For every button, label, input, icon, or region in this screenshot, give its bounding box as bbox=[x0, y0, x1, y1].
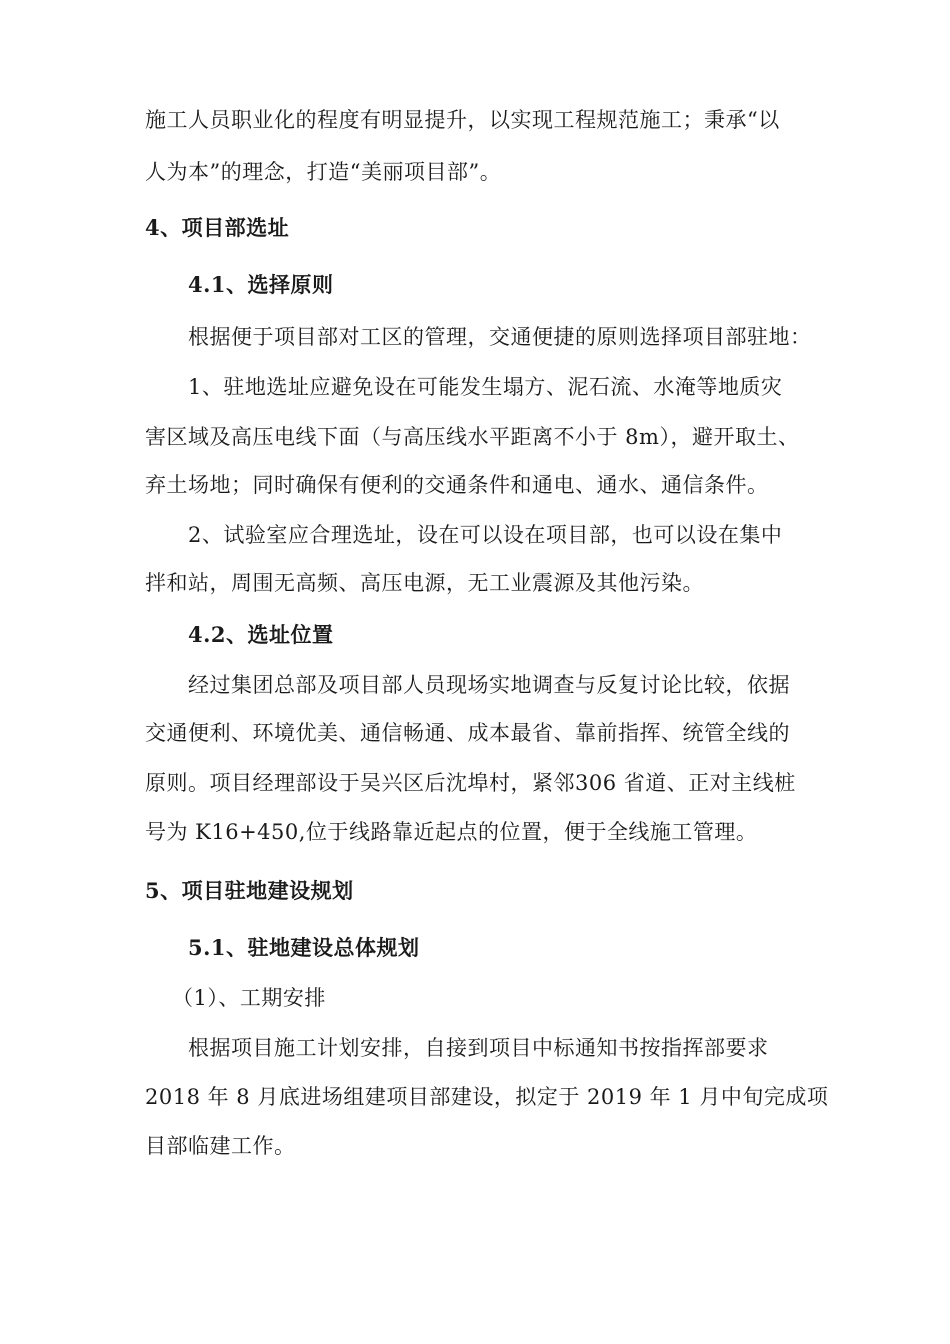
paragraph-line: 弃土场地；同时确保有便利的交通条件和通电、通水、通信条件。 bbox=[145, 473, 769, 497]
subsection-heading-4-1: 4.1、选择原则 bbox=[188, 272, 334, 297]
paragraph-line: 根据项目施工计划安排，自接到项目中标通知书按指挥部要求 bbox=[188, 1036, 769, 1060]
paragraph-line: 根据便于项目部对工区的管理，交通便捷的原则选择项目部驻地： bbox=[188, 325, 812, 349]
paragraph-line: 人为本”的理念，打造“美丽项目部”。 bbox=[145, 160, 502, 184]
paragraph-line: 号为 K16+450,位于线路靠近起点的位置，便于全线施工管理。 bbox=[145, 820, 758, 844]
paragraph-line: 2018 年 8 月底进场组建项目部建设，拟定于 2019 年 1 月中旬完成项 bbox=[145, 1085, 829, 1109]
paragraph-line: 交通便利、环境优美、通信畅通、成本最省、靠前指挥、统管全线的 bbox=[145, 721, 790, 745]
subsection-heading-4-2: 4.2、选址位置 bbox=[188, 622, 334, 647]
subsection-heading-5-1: 5.1、驻地建设总体规划 bbox=[188, 935, 420, 960]
section-heading-4: 4、项目部选址 bbox=[145, 215, 290, 240]
paragraph-line: 目部临建工作。 bbox=[145, 1134, 296, 1158]
paragraph-line: 拌和站，周围无高频、高压电源，无工业震源及其他污染。 bbox=[145, 571, 704, 595]
paragraph-line: 2、试验室应合理选址，设在可以设在项目部，也可以设在集中 bbox=[188, 523, 783, 547]
section-heading-5: 5、项目驻地建设规划 bbox=[145, 878, 354, 903]
paragraph-line: 害区域及高压电线下面（与高压线水平距离不小于 8m），避开取土、 bbox=[145, 425, 800, 449]
item-heading: （1）、工期安排 bbox=[172, 986, 326, 1010]
paragraph-line: 施工人员职业化的程度有明显提升，以实现工程规范施工；秉承“以 bbox=[145, 108, 780, 132]
paragraph-line: 1、驻地选址应避免设在可能发生塌方、泥石流、水淹等地质灾 bbox=[188, 375, 783, 399]
paragraph-line: 经过集团总部及项目部人员现场实地调查与反复讨论比较，依据 bbox=[188, 673, 790, 697]
paragraph-line: 原则。项目经理部设于吴兴区后沈埠村，紧邻306 省道、正对主线桩 bbox=[145, 771, 796, 795]
